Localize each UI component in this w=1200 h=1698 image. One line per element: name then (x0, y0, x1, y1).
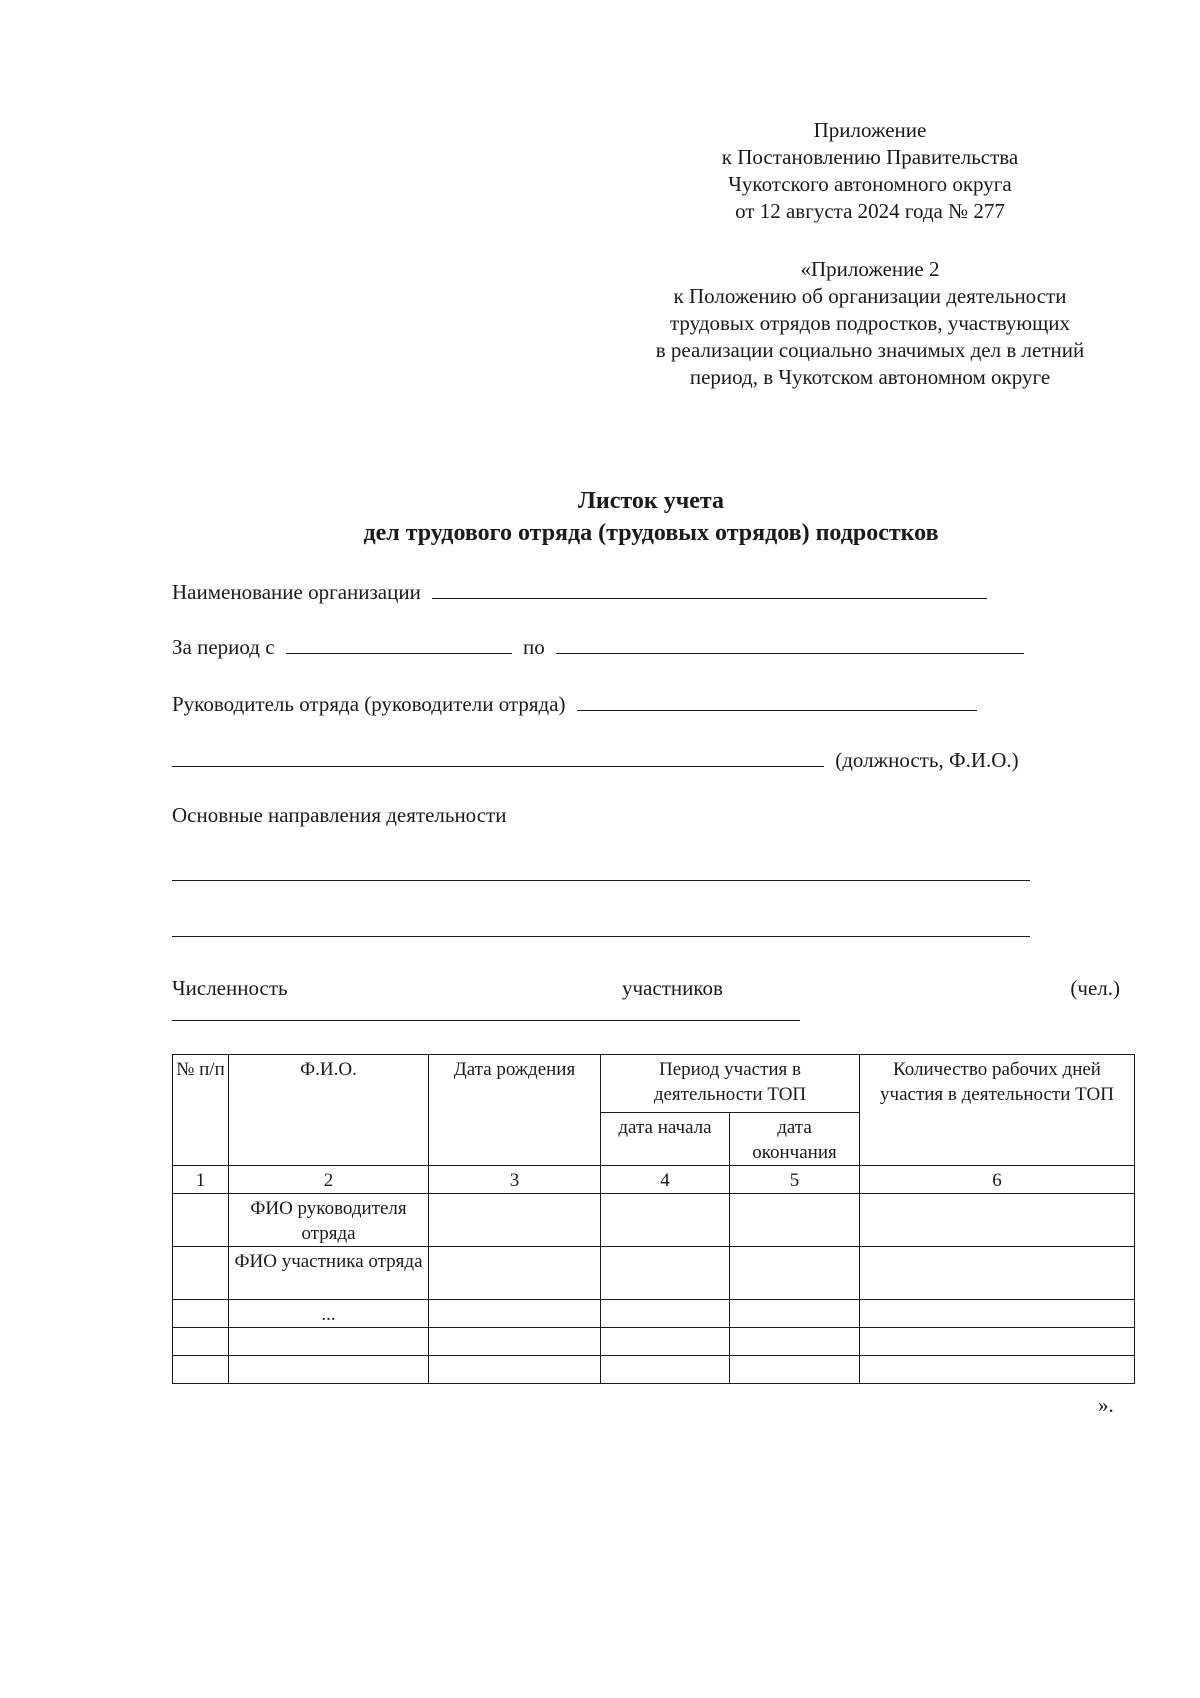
table-cell[interactable] (730, 1194, 860, 1247)
table-cell-fio[interactable]: ... (229, 1300, 429, 1328)
organization-label: Наименование организации (172, 580, 421, 604)
table-cell[interactable] (601, 1356, 730, 1384)
participant-count-blank[interactable] (172, 1020, 800, 1021)
table-row (173, 1356, 1135, 1384)
header-num: № п/п (173, 1055, 229, 1166)
table-cell[interactable] (173, 1194, 229, 1247)
table-cell[interactable] (730, 1356, 860, 1384)
directions-blank-1[interactable] (172, 880, 1030, 881)
activity-table (172, 1054, 1135, 1384)
table-cell-fio[interactable]: ФИО участника отряда (229, 1247, 429, 1300)
organization-blank[interactable] (432, 578, 987, 599)
document-title (172, 485, 1130, 549)
annex-line: Приложение (813, 118, 927, 142)
table-cell[interactable] (429, 1356, 601, 1384)
period-to-blank[interactable] (556, 633, 1024, 654)
period-from-label: За период с (172, 635, 275, 659)
table-cell[interactable] (429, 1247, 601, 1300)
table-cell[interactable] (860, 1247, 1135, 1300)
table-cell-fio[interactable] (229, 1356, 429, 1384)
participant-count-row (172, 975, 1120, 1001)
period-to-label: по (523, 635, 545, 659)
table-cell[interactable] (601, 1328, 730, 1356)
period-from-blank[interactable] (286, 633, 512, 654)
table-row (173, 1300, 1135, 1328)
column-number: 6 (860, 1166, 1135, 1194)
leader-row (172, 690, 977, 717)
table-cell[interactable] (173, 1300, 229, 1328)
table-row (173, 1328, 1135, 1356)
annex2-line: «Приложение 2 (800, 257, 940, 281)
table-row (173, 1247, 1135, 1300)
table-cell[interactable] (173, 1328, 229, 1356)
header-period: Период участия в деятельности ТОП (601, 1055, 860, 1113)
table-cell[interactable] (173, 1247, 229, 1300)
table-cell[interactable] (601, 1300, 730, 1328)
count-unit: (чел.) (1070, 976, 1120, 1000)
table-cell-fio[interactable] (229, 1328, 429, 1356)
column-number: 1 (173, 1166, 229, 1194)
table-cell-fio[interactable]: ФИО руководителя отряда (229, 1194, 429, 1247)
table-cell[interactable] (429, 1194, 601, 1247)
annex-line: к Постановлению Правительства (721, 145, 1019, 169)
annex2-line: трудовых отрядов подростков, участвующих (669, 311, 1071, 335)
table-cell[interactable] (730, 1247, 860, 1300)
header-end-date: дата окончания (730, 1113, 860, 1166)
title-line-2: дел трудового отряда (трудовых отрядов) подростков (363, 520, 939, 546)
annex-line: от 12 августа 2024 года № 277 (735, 199, 1005, 223)
position-row (172, 746, 1019, 773)
annex2-reference (600, 256, 1140, 391)
count-label-2: участников (622, 976, 723, 1000)
position-label: (должность, Ф.И.О.) (835, 748, 1019, 772)
annex2-line: в реализации социально значимых дел в летний (655, 338, 1085, 362)
leader-blank[interactable] (577, 690, 977, 711)
table-cell[interactable] (860, 1356, 1135, 1384)
table-cell[interactable] (730, 1300, 860, 1328)
header-birth: Дата рождения (429, 1055, 601, 1166)
header-start-date: дата начала (601, 1113, 730, 1166)
annex2-line: к Положению об организации деятельности (673, 284, 1067, 308)
annex-line: Чукотского автономного округа (728, 172, 1012, 196)
period-row (172, 633, 1024, 660)
column-number: 2 (229, 1166, 429, 1194)
annex2-line: период, в Чукотском автономном округе (689, 365, 1051, 389)
column-number: 4 (601, 1166, 730, 1194)
closing-quote: ». (1098, 1393, 1114, 1417)
header-fio: Ф.И.О. (229, 1055, 429, 1166)
leader-label: Руководитель отряда (руководители отряда) (172, 692, 566, 716)
table-row (173, 1194, 1135, 1247)
count-label-1: Численность (172, 976, 288, 1000)
table-cell[interactable] (429, 1328, 601, 1356)
column-numbers-row (173, 1166, 1135, 1194)
table-cell[interactable] (860, 1300, 1135, 1328)
table-cell[interactable] (860, 1328, 1135, 1356)
table-cell[interactable] (730, 1328, 860, 1356)
table-cell[interactable] (860, 1194, 1135, 1247)
header-days: Количество рабочих дней участия в деятельности ТОП (860, 1055, 1135, 1166)
organization-row (172, 578, 987, 605)
title-line-1: Листок учета (578, 488, 724, 514)
directions-label: Основные направления деятельности (172, 803, 507, 827)
table-cell[interactable] (429, 1300, 601, 1328)
position-blank[interactable] (172, 746, 824, 767)
table-cell[interactable] (601, 1194, 730, 1247)
directions-blank-2[interactable] (172, 936, 1030, 937)
column-number: 5 (730, 1166, 860, 1194)
annex-reference (660, 117, 1080, 225)
table-cell[interactable] (173, 1356, 229, 1384)
column-number: 3 (429, 1166, 601, 1194)
table-cell[interactable] (601, 1247, 730, 1300)
directions-row (172, 802, 506, 828)
